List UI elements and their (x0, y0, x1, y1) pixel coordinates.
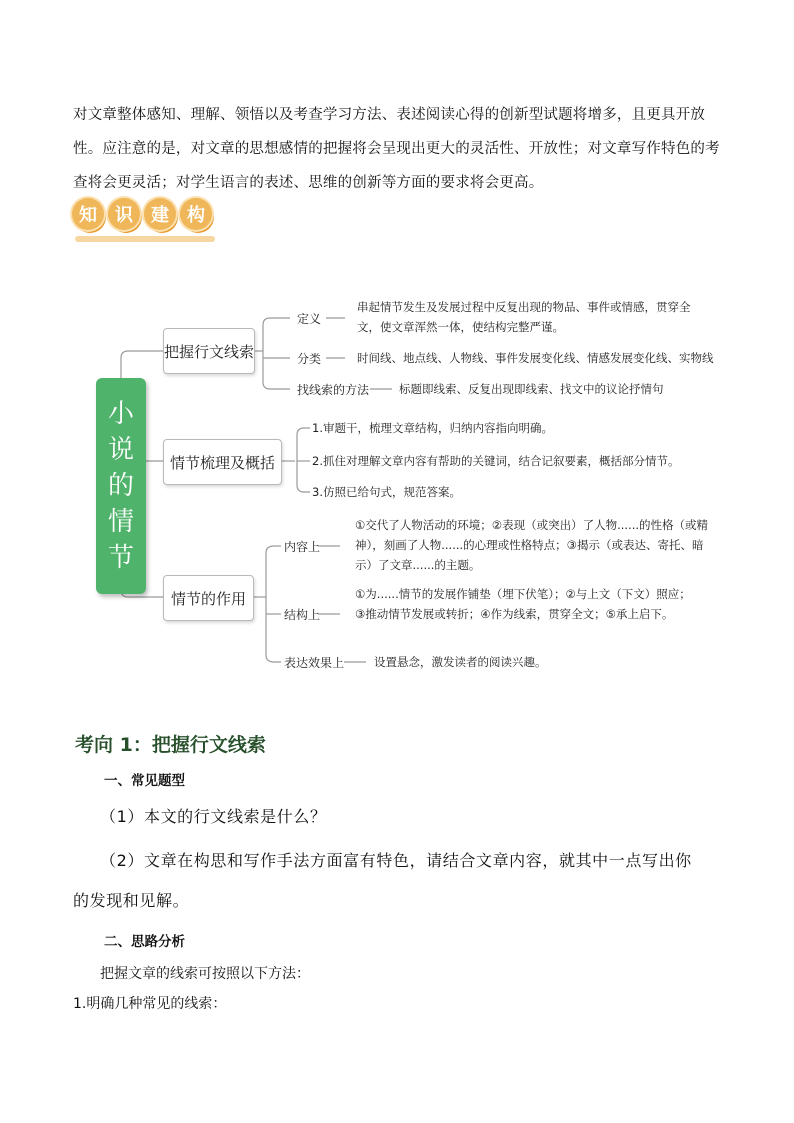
category-text: 时间线、地点线、人物线、事件发展变化线、情感发展变化线、实物线 (357, 351, 714, 365)
subheading-question-types: 一、常见题型 (104, 773, 185, 789)
badge-char: 建 (144, 198, 176, 230)
badge-char: 识 (108, 198, 140, 230)
content-line-1: ①交代了人物活动的环境；②表现（或突出）了人物......的性格（或精 (355, 518, 709, 532)
root-char: 的 (107, 471, 134, 501)
structure-line-1: ①为......情节的发展作铺垫（埋下伏笔）；②与上文（下文）照应； (355, 587, 691, 601)
summary-item-3: 3.仿照已给句式，规范答案。 (312, 485, 461, 499)
structure-label: 结构上 (284, 608, 321, 622)
branch-grasp-clue: 把握行文线索 (163, 328, 255, 374)
summary-item-1: 1.审题干，梳理文章结构，归纳内容指向明确。 (312, 421, 553, 435)
subheading-analysis: 二、思路分析 (104, 934, 185, 950)
content-line-2: 神），刻画了人物......的心理或性格特点；③揭示（或表达、寄托、暗 (355, 538, 704, 552)
definition-text-line2: 文，使文章浑然一体，使结构完整严谨。 (357, 320, 564, 334)
branch-plot-summary: 情节梳理及概括 (163, 439, 282, 485)
structure-line-2: ③推动情节发展或转折；④作为线索，贯穿全文；⑤承上启下。 (355, 607, 674, 621)
definition-label: 定义 (297, 312, 322, 326)
badge-char: 构 (180, 198, 212, 230)
intro-paragraph: 对文章整体感知、理解、领悟以及考查学习方法、表述阅读心得的创新型试题将增多，且更具开放性。应注意的是，对文章的思想感情的把握将会呈现出更大的灵活性、开放性；对文章写作特色的考查将会更灵活；对学生语言的表述、思维的创新等方面的要求将会更高。 (73, 107, 720, 191)
definition-text-line1: 串起情节发生及发展过程中反复出现的物品、事件或情感，贯穿全 (357, 300, 691, 314)
question-2-line1: （2）文章在构思和写作手法方面富有特色，请结合文章内容，就其中一点写出你 (100, 851, 692, 870)
question-1: （1）本文的行文线索是什么？ (100, 807, 327, 826)
badge-char: 知 (72, 198, 104, 230)
effect-label: 表达效果上 (284, 656, 345, 670)
summary-item-2: 2.抓住对理解文章内容有帮助的关键词，结合记叙要素，概括部分情节。 (312, 454, 680, 468)
method-label: 找线索的方法 (297, 383, 370, 397)
root-char: 小 (107, 399, 134, 429)
category-label: 分类 (297, 352, 322, 366)
analysis-paragraph: 把握文章的线索可按照以下方法： (100, 966, 310, 982)
content-label: 内容上 (284, 540, 321, 554)
mindmap-root-node (96, 378, 146, 594)
effect-text: 设置悬念，激发读者的阅读兴趣。 (374, 655, 547, 669)
root-char: 说 (107, 435, 134, 465)
content-line-3: 示）了文章......的主题。 (355, 558, 481, 572)
branch-plot-function: 情节的作用 (163, 575, 254, 621)
root-char: 情 (107, 507, 134, 537)
analysis-point-1: 1.明确几种常见的线索： (73, 996, 227, 1012)
section-title: 考向 1：把握行文线索 (75, 734, 266, 756)
method-text: 标题即线索、反复出现即线索、找文中的议论抒情句 (399, 382, 664, 396)
question-2-line2: 的发现和见解。 (73, 891, 190, 910)
root-char: 节 (107, 543, 134, 573)
